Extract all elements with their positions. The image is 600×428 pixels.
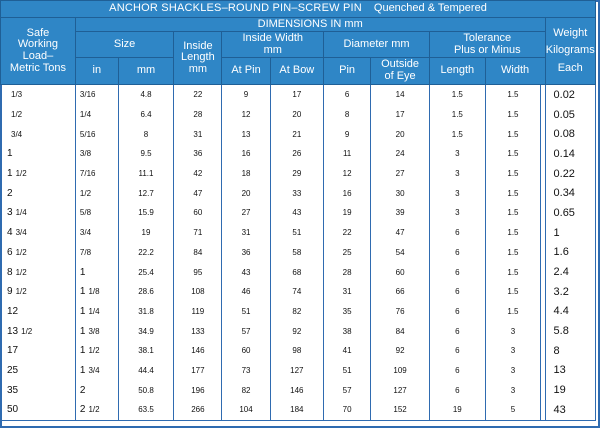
cell-size-in bbox=[75, 361, 118, 381]
cell-width-at-pin: 31 bbox=[222, 223, 270, 243]
cell-width-at-bow: 20 bbox=[270, 105, 323, 125]
cell-safe-load bbox=[1, 144, 76, 164]
cell-width-at-pin: 73 bbox=[222, 361, 270, 381]
header-safe-load-line: Metric Tons bbox=[9, 61, 66, 74]
cell-diameter-outside-eye: 20 bbox=[371, 124, 430, 144]
table-row bbox=[1, 183, 596, 203]
cell-inside-length: 84 bbox=[174, 243, 222, 263]
size-in-fraction: 3/4 bbox=[88, 365, 100, 375]
cell-diameter-outside-eye: 27 bbox=[371, 164, 430, 184]
size-in-value: 1/4 bbox=[79, 110, 92, 120]
cell-width-at-pin: 46 bbox=[222, 282, 270, 302]
header-outside-of-eye bbox=[371, 58, 430, 85]
cell-weight: 0.02 bbox=[545, 85, 595, 105]
cell-diameter-pin: 51 bbox=[324, 361, 371, 381]
size-in-value: 1 bbox=[79, 325, 86, 337]
table-row bbox=[1, 164, 596, 184]
cell-size-mm: 11.1 bbox=[118, 164, 174, 184]
cell-inside-length: 47 bbox=[174, 183, 222, 203]
table-row bbox=[1, 302, 596, 322]
header-inside-length-line: mm bbox=[188, 62, 208, 75]
cell-diameter-pin: 70 bbox=[324, 400, 371, 420]
cell-size-in bbox=[75, 321, 118, 341]
header-safe-load-line: Safe bbox=[26, 26, 50, 39]
cell-width-at-pin: 18 bbox=[222, 164, 270, 184]
load-fraction: 1/4 bbox=[15, 208, 27, 218]
header-weight-line: Each bbox=[557, 61, 583, 74]
cell-width-at-bow: 43 bbox=[270, 203, 323, 223]
cell-weight: 2.4 bbox=[545, 262, 595, 282]
size-in-value: 2 bbox=[79, 384, 86, 396]
cell-inside-length: 95 bbox=[174, 262, 222, 282]
size-in-fraction: 1/8 bbox=[88, 287, 100, 297]
header-inside-length-line: Inside bbox=[183, 39, 213, 52]
size-in-value: 7/8 bbox=[79, 247, 92, 257]
cell-size-in bbox=[75, 243, 118, 263]
cell-diameter-outside-eye: 17 bbox=[371, 105, 430, 125]
cell-tolerance-length: 19 bbox=[430, 400, 486, 420]
table-row bbox=[1, 380, 596, 400]
header-at-bow: At Bow bbox=[270, 58, 323, 85]
cell-tolerance-width: 3 bbox=[485, 341, 541, 361]
cell-diameter-pin: 12 bbox=[324, 164, 371, 184]
header-inside-width bbox=[222, 32, 324, 58]
cell-diameter-pin: 31 bbox=[324, 282, 371, 302]
load-fraction: 1/2 bbox=[15, 169, 27, 179]
cell-width-at-pin: 12 bbox=[222, 105, 270, 125]
cell-diameter-pin: 16 bbox=[324, 183, 371, 203]
cell-inside-length: 31 bbox=[174, 124, 222, 144]
cell-size-mm: 12.7 bbox=[118, 183, 174, 203]
cell-diameter-pin: 11 bbox=[324, 144, 371, 164]
table-row bbox=[1, 85, 596, 105]
cell-tolerance-length: 6 bbox=[430, 243, 486, 263]
load-value: 2 bbox=[7, 187, 13, 199]
cell-inside-length: 146 bbox=[174, 341, 222, 361]
cell-size-mm: 63.5 bbox=[118, 400, 174, 420]
header-at-pin: At Pin bbox=[222, 58, 270, 85]
cell-width-at-pin: 36 bbox=[222, 243, 270, 263]
header-tol-width: Width bbox=[485, 58, 545, 85]
cell-size-in bbox=[75, 223, 118, 243]
cell-tolerance-width: 1.5 bbox=[485, 223, 541, 243]
load-value: 12 bbox=[7, 305, 19, 317]
cell-size-in bbox=[75, 203, 118, 223]
cell-size-mm: 31.8 bbox=[118, 302, 174, 322]
load-value: 1 bbox=[7, 148, 13, 160]
cell-width-at-pin: 13 bbox=[222, 124, 270, 144]
size-in-fraction: 1/2 bbox=[88, 405, 100, 415]
cell-width-at-pin: 16 bbox=[222, 144, 270, 164]
table-row bbox=[1, 361, 596, 381]
table-row bbox=[1, 203, 596, 223]
size-in-fraction: 1/2 bbox=[88, 346, 100, 356]
table-row bbox=[1, 262, 596, 282]
cell-weight: 0.14 bbox=[545, 144, 595, 164]
cell-diameter-pin: 22 bbox=[324, 223, 371, 243]
cell-width-at-pin: 104 bbox=[222, 400, 270, 420]
header-safe-load bbox=[1, 18, 76, 85]
cell-inside-length: 177 bbox=[174, 361, 222, 381]
header-weight-line: Weight bbox=[553, 26, 588, 39]
cell-safe-load bbox=[1, 302, 76, 322]
table-row bbox=[1, 223, 596, 243]
size-in-value: 1 bbox=[79, 345, 86, 357]
header-tolerance-line: Plus or Minus bbox=[453, 43, 521, 56]
cell-tolerance-width: 1.5 bbox=[485, 282, 541, 302]
header-outside-of-eye-line: Outside bbox=[381, 58, 420, 71]
cell-tolerance-width: 1.5 bbox=[485, 164, 541, 184]
cell-weight: 0.22 bbox=[545, 164, 595, 184]
cell-safe-load bbox=[1, 164, 76, 184]
cell-width-at-bow: 82 bbox=[270, 302, 323, 322]
header-safe-load-line: Working bbox=[17, 38, 59, 51]
cell-tolerance-length: 3 bbox=[430, 203, 486, 223]
cell-size-mm: 44.4 bbox=[118, 361, 174, 381]
cell-tolerance-width: 1.5 bbox=[485, 85, 541, 105]
load-value: 3/4 bbox=[11, 129, 23, 139]
cell-tolerance-width: 1.5 bbox=[485, 144, 541, 164]
cell-size-mm: 50.8 bbox=[118, 380, 174, 400]
cell-safe-load bbox=[1, 380, 76, 400]
cell-weight: 0.34 bbox=[545, 183, 595, 203]
cell-size-in bbox=[75, 282, 118, 302]
header-weight-line: Kilograms bbox=[545, 44, 595, 57]
cell-width-at-pin: 60 bbox=[222, 341, 270, 361]
cell-safe-load bbox=[1, 262, 76, 282]
cell-size-mm: 28.6 bbox=[118, 282, 174, 302]
cell-width-at-pin: 82 bbox=[222, 380, 270, 400]
load-value: 17 bbox=[7, 345, 19, 357]
cell-diameter-pin: 38 bbox=[324, 321, 371, 341]
cell-safe-load bbox=[1, 321, 76, 341]
cell-width-at-bow: 127 bbox=[270, 361, 323, 381]
cell-safe-load bbox=[1, 341, 76, 361]
cell-safe-load bbox=[1, 400, 76, 420]
cell-size-mm: 34.9 bbox=[118, 321, 174, 341]
cell-size-in bbox=[75, 105, 118, 125]
cell-tolerance-length: 1.5 bbox=[430, 124, 486, 144]
cell-inside-length: 22 bbox=[174, 85, 222, 105]
table-title: ANCHOR SHACKLES–ROUND PIN–SCREW PIN bbox=[109, 2, 362, 15]
cell-weight: 43 bbox=[545, 400, 595, 420]
cell-width-at-bow: 146 bbox=[270, 380, 323, 400]
table-row bbox=[1, 341, 596, 361]
header-weight bbox=[545, 18, 595, 85]
cell-tolerance-width: 1.5 bbox=[485, 203, 541, 223]
cell-width-at-pin: 51 bbox=[222, 302, 270, 322]
header-inside-width-line: Inside Width bbox=[242, 31, 304, 44]
table-row bbox=[1, 144, 596, 164]
size-in-value: 5/16 bbox=[79, 129, 96, 139]
load-value: 3 bbox=[7, 207, 13, 219]
cell-tolerance-length: 1.5 bbox=[430, 85, 486, 105]
cell-diameter-outside-eye: 60 bbox=[371, 262, 430, 282]
cell-inside-length: 133 bbox=[174, 321, 222, 341]
load-value: 8 bbox=[7, 266, 13, 278]
header-safe-load-line: Load– bbox=[22, 50, 54, 62]
table-row bbox=[1, 400, 596, 420]
header-pin: Pin bbox=[324, 58, 371, 85]
cell-width-at-pin: 57 bbox=[222, 321, 270, 341]
cell-tolerance-width: 1.5 bbox=[485, 243, 541, 263]
cell-width-at-pin: 20 bbox=[222, 183, 270, 203]
cell-size-in bbox=[75, 380, 118, 400]
header-tolerance bbox=[430, 32, 546, 58]
cell-size-mm: 6.4 bbox=[118, 105, 174, 125]
size-in-fraction: 3/8 bbox=[88, 326, 100, 336]
table-title-cell bbox=[1, 1, 596, 18]
cell-inside-length: 71 bbox=[174, 223, 222, 243]
size-in-fraction: 1/4 bbox=[88, 306, 100, 316]
table-row bbox=[1, 105, 596, 125]
table-row bbox=[1, 124, 596, 144]
cell-diameter-outside-eye: 76 bbox=[371, 302, 430, 322]
cell-safe-load bbox=[1, 183, 76, 203]
cell-size-mm: 9.5 bbox=[118, 144, 174, 164]
cell-size-in bbox=[75, 183, 118, 203]
cell-tolerance-width: 3 bbox=[485, 321, 541, 341]
cell-inside-length: 36 bbox=[174, 144, 222, 164]
load-fraction: 1/2 bbox=[21, 326, 33, 336]
cell-diameter-outside-eye: 66 bbox=[371, 282, 430, 302]
cell-diameter-pin: 28 bbox=[324, 262, 371, 282]
cell-inside-length: 196 bbox=[174, 380, 222, 400]
cell-size-mm: 38.1 bbox=[118, 341, 174, 361]
header-tol-length: Length bbox=[430, 58, 486, 85]
load-value: 13 bbox=[7, 325, 19, 337]
cell-size-in bbox=[75, 262, 118, 282]
size-in-value: 1/2 bbox=[79, 188, 92, 198]
cell-diameter-outside-eye: 14 bbox=[371, 85, 430, 105]
cell-tolerance-length: 3 bbox=[430, 164, 486, 184]
cell-diameter-pin: 25 bbox=[324, 243, 371, 263]
table-row bbox=[1, 321, 596, 341]
header-outside-of-eye-line: of Eye bbox=[384, 70, 416, 82]
cell-diameter-outside-eye: 84 bbox=[371, 321, 430, 341]
header-size-in: in bbox=[75, 58, 118, 85]
cell-width-at-bow: 68 bbox=[270, 262, 323, 282]
cell-inside-length: 60 bbox=[174, 203, 222, 223]
cell-diameter-outside-eye: 152 bbox=[371, 400, 430, 420]
load-fraction: 1/2 bbox=[15, 247, 27, 257]
header-size: Size bbox=[75, 32, 173, 58]
size-in-value: 3/4 bbox=[79, 228, 92, 238]
cell-width-at-bow: 51 bbox=[270, 223, 323, 243]
size-in-value: 1 bbox=[79, 286, 86, 298]
cell-width-at-bow: 33 bbox=[270, 183, 323, 203]
cell-width-at-bow: 21 bbox=[270, 124, 323, 144]
header-tolerance-line: Tolerance bbox=[463, 31, 512, 44]
load-value: 1 bbox=[7, 168, 13, 180]
cell-inside-length: 28 bbox=[174, 105, 222, 125]
cell-safe-load bbox=[1, 105, 76, 125]
cell-tolerance-width: 1.5 bbox=[485, 105, 541, 125]
size-in-value: 1 bbox=[79, 364, 86, 376]
cell-diameter-outside-eye: 30 bbox=[371, 183, 430, 203]
cell-tolerance-length: 6 bbox=[430, 223, 486, 243]
cell-tolerance-width: 1.5 bbox=[485, 183, 541, 203]
cell-inside-length: 42 bbox=[174, 164, 222, 184]
cell-diameter-outside-eye: 109 bbox=[371, 361, 430, 381]
cell-safe-load bbox=[1, 361, 76, 381]
size-in-value: 3/8 bbox=[79, 149, 92, 159]
cell-tolerance-length: 3 bbox=[430, 144, 486, 164]
header-diameter: Diameter mm bbox=[324, 32, 430, 58]
cell-diameter-pin: 9 bbox=[324, 124, 371, 144]
cell-tolerance-length: 6 bbox=[430, 302, 486, 322]
cell-inside-length: 266 bbox=[174, 400, 222, 420]
load-value: 50 bbox=[7, 404, 19, 416]
cell-tolerance-width: 1.5 bbox=[485, 262, 541, 282]
size-in-value: 3/16 bbox=[79, 90, 96, 100]
header-dimensions: DIMENSIONS IN mm bbox=[75, 18, 545, 32]
table-row bbox=[1, 243, 596, 263]
cell-safe-load bbox=[1, 85, 76, 105]
cell-width-at-pin: 9 bbox=[222, 85, 270, 105]
cell-weight: 0.08 bbox=[545, 124, 595, 144]
cell-safe-load bbox=[1, 223, 76, 243]
cell-width-at-bow: 26 bbox=[270, 144, 323, 164]
cell-diameter-outside-eye: 39 bbox=[371, 203, 430, 223]
cell-width-at-bow: 58 bbox=[270, 243, 323, 263]
cell-tolerance-length: 6 bbox=[430, 321, 486, 341]
cell-diameter-outside-eye: 92 bbox=[371, 341, 430, 361]
cell-size-mm: 22.2 bbox=[118, 243, 174, 263]
cell-diameter-pin: 19 bbox=[324, 203, 371, 223]
load-fraction: 1/2 bbox=[15, 287, 27, 297]
cell-width-at-pin: 43 bbox=[222, 262, 270, 282]
cell-safe-load bbox=[1, 282, 76, 302]
size-in-value: 2 bbox=[79, 404, 86, 416]
load-value: 25 bbox=[7, 364, 19, 376]
cell-size-in bbox=[75, 341, 118, 361]
load-value: 35 bbox=[7, 384, 19, 396]
cell-tolerance-width: 5 bbox=[485, 400, 541, 420]
cell-size-mm: 8 bbox=[118, 124, 174, 144]
cell-tolerance-width: 3 bbox=[485, 361, 541, 381]
load-fraction: 3/4 bbox=[15, 228, 27, 238]
cell-weight: 19 bbox=[545, 380, 595, 400]
cell-tolerance-length: 1.5 bbox=[430, 105, 486, 125]
load-value: 1/3 bbox=[11, 90, 23, 100]
table-subtitle: Quenched & Tempered bbox=[373, 2, 487, 15]
size-in-value: 7/16 bbox=[79, 169, 96, 179]
cell-width-at-bow: 29 bbox=[270, 164, 323, 184]
cell-weight: 1.6 bbox=[545, 243, 595, 263]
cell-size-in bbox=[75, 400, 118, 420]
cell-diameter-pin: 57 bbox=[324, 380, 371, 400]
load-value: 6 bbox=[7, 246, 13, 258]
load-value: 1/2 bbox=[11, 110, 23, 120]
cell-weight: 1 bbox=[545, 223, 595, 243]
cell-weight: 0.65 bbox=[545, 203, 595, 223]
cell-width-at-pin: 27 bbox=[222, 203, 270, 223]
cell-safe-load bbox=[1, 243, 76, 263]
cell-size-in bbox=[75, 164, 118, 184]
cell-diameter-pin: 35 bbox=[324, 302, 371, 322]
load-fraction: 1/2 bbox=[15, 267, 27, 277]
cell-width-at-bow: 74 bbox=[270, 282, 323, 302]
cell-tolerance-length: 6 bbox=[430, 262, 486, 282]
cell-tolerance-width: 1.5 bbox=[485, 302, 541, 322]
cell-safe-load bbox=[1, 203, 76, 223]
cell-diameter-pin: 8 bbox=[324, 105, 371, 125]
table-body bbox=[1, 85, 596, 421]
cell-diameter-outside-eye: 24 bbox=[371, 144, 430, 164]
cell-inside-length: 119 bbox=[174, 302, 222, 322]
cell-safe-load bbox=[1, 124, 76, 144]
cell-width-at-bow: 98 bbox=[270, 341, 323, 361]
header-size-mm: mm bbox=[118, 58, 174, 85]
cell-size-mm: 19 bbox=[118, 223, 174, 243]
cell-diameter-pin: 41 bbox=[324, 341, 371, 361]
cell-size-in bbox=[75, 124, 118, 144]
cell-weight: 0.05 bbox=[545, 105, 595, 125]
cell-tolerance-length: 6 bbox=[430, 341, 486, 361]
cell-size-mm: 4.8 bbox=[118, 85, 174, 105]
cell-tolerance-length: 6 bbox=[430, 380, 486, 400]
table-row bbox=[1, 282, 596, 302]
cell-weight: 13 bbox=[545, 361, 595, 381]
cell-width-at-bow: 184 bbox=[270, 400, 323, 420]
cell-width-at-bow: 92 bbox=[270, 321, 323, 341]
cell-size-in bbox=[75, 85, 118, 105]
cell-size-in bbox=[75, 144, 118, 164]
header-inside-length bbox=[174, 32, 222, 85]
cell-inside-length: 108 bbox=[174, 282, 222, 302]
cell-size-mm: 15.9 bbox=[118, 203, 174, 223]
cell-weight: 5.8 bbox=[545, 321, 595, 341]
cell-tolerance-width: 3 bbox=[485, 380, 541, 400]
cell-weight: 8 bbox=[545, 341, 595, 361]
cell-diameter-outside-eye: 54 bbox=[371, 243, 430, 263]
load-value: 4 bbox=[7, 227, 13, 239]
cell-diameter-outside-eye: 47 bbox=[371, 223, 430, 243]
cell-tolerance-length: 6 bbox=[430, 361, 486, 381]
size-in-value: 5/8 bbox=[79, 208, 92, 218]
cell-size-mm: 25.4 bbox=[118, 262, 174, 282]
cell-width-at-bow: 17 bbox=[270, 85, 323, 105]
cell-diameter-pin: 6 bbox=[324, 85, 371, 105]
header-inside-width-line: mm bbox=[263, 43, 282, 56]
cell-weight: 3.2 bbox=[545, 282, 595, 302]
cell-size-in bbox=[75, 302, 118, 322]
header-inside-length-line: Length bbox=[181, 51, 215, 64]
cell-diameter-outside-eye: 127 bbox=[371, 380, 430, 400]
cell-tolerance-width: 1.5 bbox=[485, 124, 541, 144]
size-in-value: 1 bbox=[79, 266, 86, 278]
cell-tolerance-length: 6 bbox=[430, 282, 486, 302]
size-in-value: 1 bbox=[79, 305, 86, 317]
cell-weight: 4.4 bbox=[545, 302, 595, 322]
load-value: 9 bbox=[7, 286, 13, 298]
cell-tolerance-length: 3 bbox=[430, 183, 486, 203]
